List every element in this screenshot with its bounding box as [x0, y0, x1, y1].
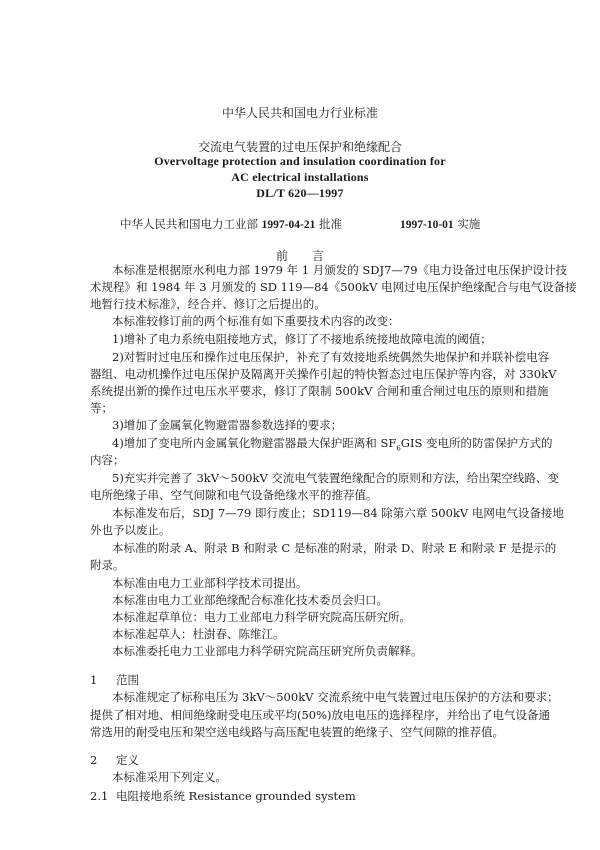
foreword-line: 内容； [90, 453, 125, 467]
section-1-line: 本标准规定了标称电压为 3kV～500kV 交流系统中电气装置过电压保护的方法和要求； [112, 690, 559, 704]
approver: 中华人民共和国电力工业部 [120, 217, 258, 231]
foreword-line: 本标准由电力工业部科学技术司提出。 [112, 576, 308, 590]
section-title: 定义 [116, 753, 139, 767]
foreword-text: GIS 变电所的防雷保护方式的 [400, 436, 553, 450]
effective-date: 1997-10-01 [400, 219, 454, 231]
standard-code: DL/T 620—1997 [256, 186, 344, 200]
foreword-line: 本标准的附录 A、附录 B 和附录 C 是标准的附录，附录 D、附录 E 和附录 F 是提示的 [112, 541, 557, 555]
foreword-line: 1)增补了电力系统电阻接地方式，修订了不接地系统接地故障电流的阈值； [112, 332, 492, 346]
approve-suffix: 批准 [318, 217, 342, 231]
document-title-en-line1: Overvoltage protection and insulation coordination for [154, 154, 446, 168]
foreword-line: 外也予以废止。 [90, 523, 171, 537]
foreword-line: 本标准发布后，SDJ 7—79 即行废止；SD119—84 除第六章 500kV 电网电气设备接地 [112, 506, 564, 520]
foreword-line: 5)充实并完善了 3kV～500kV 交流电气装置绝缘配合的原则和方法，给出架空线路、变 [112, 471, 559, 485]
foreword-line: 附录。 [90, 558, 125, 572]
section-number: 2 [90, 753, 98, 767]
foreword-line: 等； [90, 401, 113, 415]
effective-line [400, 216, 480, 232]
document-title-cn: 交流电气装置的过电压保护和绝缘配合 [197, 140, 402, 154]
approval-line [120, 216, 342, 232]
approve-date: 1997-04-21 [261, 219, 316, 231]
section-2-line: 本标准采用下列定义。 [112, 770, 227, 784]
foreword-line: 本标准是根据原水利电力部 1979 年 1 月颁发的 SDJ7—79《电力设备过电压保护设计技 [112, 263, 568, 277]
section-2-1-heading [90, 788, 356, 804]
effective-suffix: 实施 [457, 217, 481, 231]
section-number: 2.1 [90, 789, 109, 803]
foreword-line: 术规程》和 1984 年 3 月颁发的 SD 119—84《500kV 电网过电压保护绝缘配合与电气设备接 [90, 280, 577, 294]
section-2-heading [90, 752, 139, 768]
foreword-line: 器组、电动机操作过电压保护及隔离开关操作引起的特快暂态过电压保护等内容，对 330kV [90, 367, 557, 381]
foreword-line: 3)增加了金属氧化物避雷器参数选择的要求； [112, 418, 343, 432]
subscript-six: 6 [396, 444, 401, 453]
foreword-line: 本标准较修订前的两个标准有如下重要技术内容的改变： [112, 314, 400, 328]
standard-org-title: 中华人民共和国电力行业标准 [221, 106, 378, 120]
foreword-line: 本标准由电力工业部绝缘配合标准化技术委员会归口。 [112, 593, 388, 607]
document-title-en-line2: AC electrical installations [231, 170, 369, 184]
foreword-line [112, 436, 553, 455]
foreword-line: 2)对暂时过电压和操作过电压保护，补充了有效接地系统偶然失地保护和并联补偿电容 [112, 350, 550, 364]
section-1-line: 提供了相对地、相间绝缘耐受电压或平均(50%)放电电压的选择程序，并给出了电气设备通 [90, 708, 551, 722]
foreword-line: 地暂行技术标准》，经合并、修订之后提出的。 [90, 297, 326, 311]
section-1-heading [90, 672, 139, 688]
section-1-line: 常选用的耐受电压和架空送电线路与高压配电装置的绝缘子、空气间隙的推荐值。 [90, 725, 504, 739]
foreword-line: 本标准起草单位：电力工业部电力科学研究院高压研究所。 [112, 610, 411, 624]
foreword-line: 系统提出新的操作过电压水平要求，修订了限制 500kV 合闸和重合闸过电压的原则和措施 [90, 384, 549, 398]
foreword-line: 本标准起草人：杜澍春、陈维江。 [112, 627, 285, 641]
foreword-line: 电所绝缘子串、空气间隙和电气设备绝缘水平的推荐值。 [90, 488, 378, 502]
foreword-text: 4)增加了变电所内金属氧化物避雷器最大保护距离和 SF [112, 436, 397, 450]
foreword-line: 本标准委托电力工业部电力科学研究院高压研究所负责解释。 [112, 644, 423, 658]
section-title: 电阻接地系统 Resistance grounded system [116, 789, 356, 803]
section-number: 1 [90, 673, 98, 687]
section-title: 范围 [116, 673, 139, 687]
foreword-heading: 前 言 [275, 249, 324, 263]
